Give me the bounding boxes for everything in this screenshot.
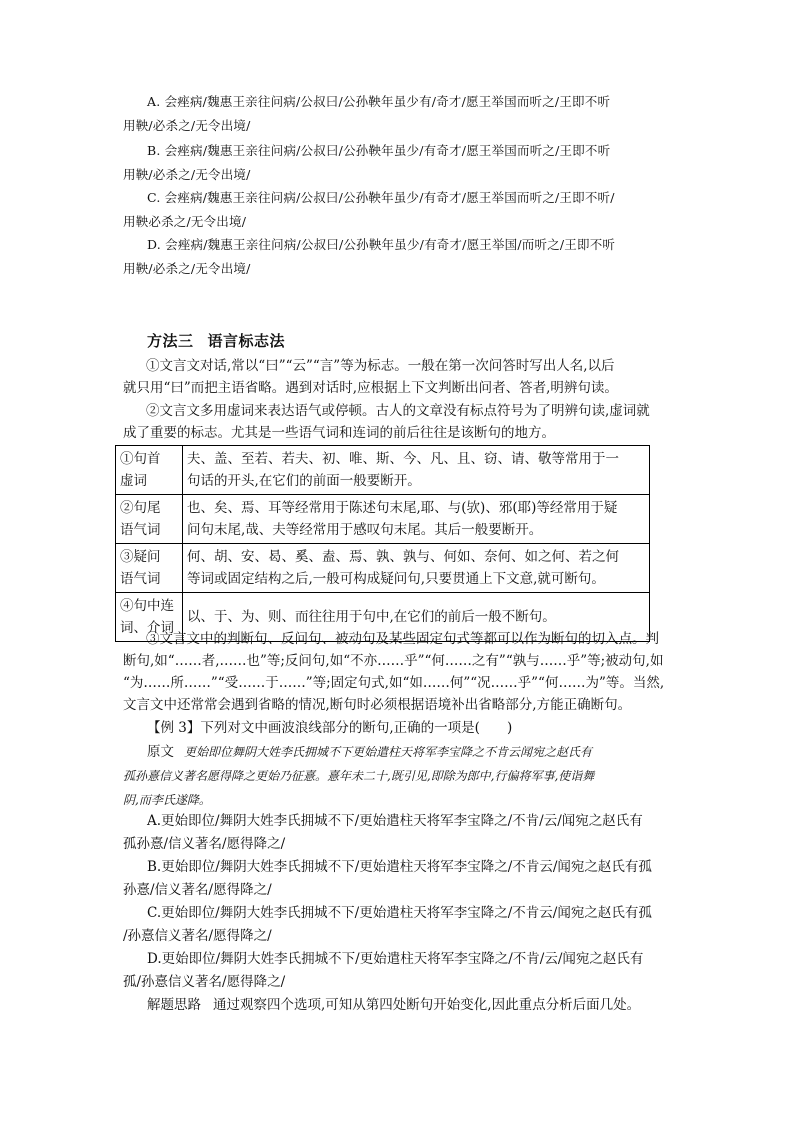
- table-row: [116, 446, 650, 495]
- paragraph-line: 就只用“曰”而把主语省略。遇到对话时,应根据上下文判断出问者、答者,明辨句读。: [123, 380, 618, 396]
- function-word-table: [115, 445, 650, 642]
- original-line: 孤孙憙信义著名愿得降之更始乃征憙。憙年未二十,既引见,即除为郎中,行偏将军事,使诣舞: [123, 769, 595, 783]
- solution-text: 通过观察四个选项,可知从第四处断句开始变化,因此重点分析后面几处。: [213, 997, 641, 1013]
- method-label: 方法三: [147, 332, 194, 350]
- example-choice-d: [123, 948, 663, 994]
- question-option-d: [123, 233, 675, 281]
- example-choice-c: [123, 902, 663, 948]
- question-option-b: [123, 139, 675, 187]
- example-choice-b: [123, 856, 663, 902]
- paragraph-line: 成了重要的标志。尤其是一些语气词和连词的前后往往是该断句的地方。: [123, 425, 555, 441]
- cell-line: 以、于、为、则、而往往用于句中,在它们的前后一般不断句。: [187, 609, 556, 625]
- cell-line: 虚词: [120, 473, 147, 489]
- table-cell-description: [183, 495, 650, 544]
- choice-line: C.更始即位/舞阴大姓李氏拥城不下/更始遣柱天将军李宝降之/不肯云/闻宛之赵氏有孤: [147, 905, 652, 921]
- paragraph-line: ③文言文中的判断句、反问句、被动句及某些固定句式等都可以作为断句的切入点。判: [146, 631, 659, 647]
- cell-line: 夫、盖、至若、若夫、初、唯、斯、今、凡、且、窃、请、敬等常用于一: [187, 451, 619, 467]
- table-row: [116, 495, 650, 544]
- option-line: A. 会痤病/魏惠王亲往问病/公叔曰/公孙鞅年虽少有/奇才/愿王举国而听之/王即不听: [147, 94, 611, 109]
- choice-line: B.更始即位/舞阴大姓李氏拥城不下/更始遣柱天将军李宝降之/不肯云/闻宛之赵氏有孤: [147, 859, 652, 875]
- cell-line: 语气词: [120, 522, 161, 538]
- example-title: 【例 3】下列对文中画波浪线部分的断句,正确的一项是( ): [147, 720, 513, 736]
- table-cell-category: [116, 446, 183, 495]
- method-name: 语言标志法: [207, 332, 286, 350]
- cell-line: ③疑问: [120, 549, 161, 565]
- choice-line: /孙憙信义著名/愿得降之/: [123, 928, 272, 944]
- example-choice-a: [123, 810, 663, 856]
- solution-label: 解题思路: [147, 997, 201, 1013]
- original-line: 阴,而李氏遂降。: [123, 793, 211, 807]
- choice-line: 孤/孙憙信义著名/愿得降之/: [123, 974, 286, 990]
- cell-line: 句话的开头,在它们的前面一般要断开。: [187, 473, 421, 489]
- original-text: [123, 740, 663, 812]
- solution-hint: [147, 994, 640, 1016]
- original-label: 原文: [147, 744, 174, 760]
- cell-line: 问句末尾,哉、夫等经常用于感叹句末尾。其后一般要断开。: [187, 522, 543, 538]
- table-cell-category: [116, 544, 183, 593]
- paragraph-line: “为……所……”“受……于……”等;固定句式,如“如……何”“况……乎”“何……为”等。当然,: [123, 675, 665, 691]
- cell-line: ①句首: [120, 451, 161, 467]
- question-option-c: [123, 186, 675, 234]
- paragraph-line: 断句,如“……者,……也”等;反问句,如“不亦……乎”“何……之有”“孰与……乎”等;被动句,如: [123, 653, 664, 669]
- cell-line: 也、矣、焉、耳等经常用于陈述句末尾,耶、与(欤)、邪(耶)等经常用于疑: [187, 500, 618, 516]
- question-option-a: [123, 90, 675, 138]
- option-line: 用鞅/必杀之/无令出境/: [123, 167, 251, 182]
- cell-line: 词、介词: [120, 620, 174, 636]
- cell-line: ②句尾: [120, 500, 161, 516]
- original-line-text: 更始即位舞阴大姓李氏拥城不下更始遣柱天将军李宝降之不肯云闻宛之赵氏有: [184, 745, 593, 759]
- option-line: C. 会痤病/魏惠王亲往问病/公叔曰/公孙鞅年虽少/有奇才/愿王举国而听之/王即不听/: [147, 190, 615, 205]
- method-heading: [147, 330, 285, 351]
- option-line: 用鞅必杀之/无令出境/: [123, 214, 247, 229]
- table-row: [116, 544, 650, 593]
- option-line: 用鞅/必杀之/无令出境/: [123, 261, 251, 276]
- paragraph-function-words: [123, 400, 653, 444]
- paragraph-line: 文言文中还常常会遇到省略的情况,断句时必须根据语境补出省略部分,方能正确断句。: [123, 697, 632, 713]
- choice-line: D.更始即位/舞阴大姓李氏拥城不下/更始遣柱天将军李宝降之/不肯/云/闻宛之赵氏有: [147, 951, 644, 967]
- cell-line: 等词或固定结构之后,一般可构成疑问句,只要贯通上下文意,就可断句。: [187, 571, 605, 587]
- cell-line: 语气词: [120, 571, 161, 587]
- table-cell-description: [183, 544, 650, 593]
- option-line: 用鞅/必杀之/无令出境/: [123, 118, 251, 133]
- cell-line: 何、胡、安、曷、奚、盍、焉、孰、孰与、何如、奈何、如之何、若之何: [187, 549, 619, 565]
- choice-line: 孙憙/信义著名/愿得降之/: [123, 882, 272, 898]
- original-line: [123, 740, 663, 764]
- paragraph-line: ②文言文多用虚词来表达语气或停顿。古人的文章没有标点符号为了明辨句读,虚词就: [146, 403, 650, 419]
- choice-line: 孤孙憙/信义著名/愿得降之/: [123, 836, 286, 852]
- choice-line: A.更始即位/舞阴大姓李氏拥城不下/更始遣柱天将军李宝降之/不肯/云/闻宛之赵氏有: [147, 813, 643, 829]
- paragraph-line: ①文言文对话,常以“曰”“云”“言”等为标志。一般在第一次问答时写出人名,以后: [146, 358, 615, 374]
- paragraph-sentence-patterns: [123, 628, 665, 716]
- option-line: B. 会痤病/魏惠王亲往问病/公叔曰/公孙鞅年虽少/有奇才/愿王举国而听之/王即不听: [147, 143, 611, 158]
- table-cell-description: [183, 446, 650, 495]
- paragraph-dialogue-markers: [123, 355, 653, 399]
- cell-line: ④句中连: [120, 598, 174, 614]
- table-cell-category: [116, 495, 183, 544]
- option-line: D. 会痤病/魏惠王亲往问病/公叔曰/公孙鞅年虽少/有奇才/愿王举国/而听之/王即不听: [147, 237, 616, 252]
